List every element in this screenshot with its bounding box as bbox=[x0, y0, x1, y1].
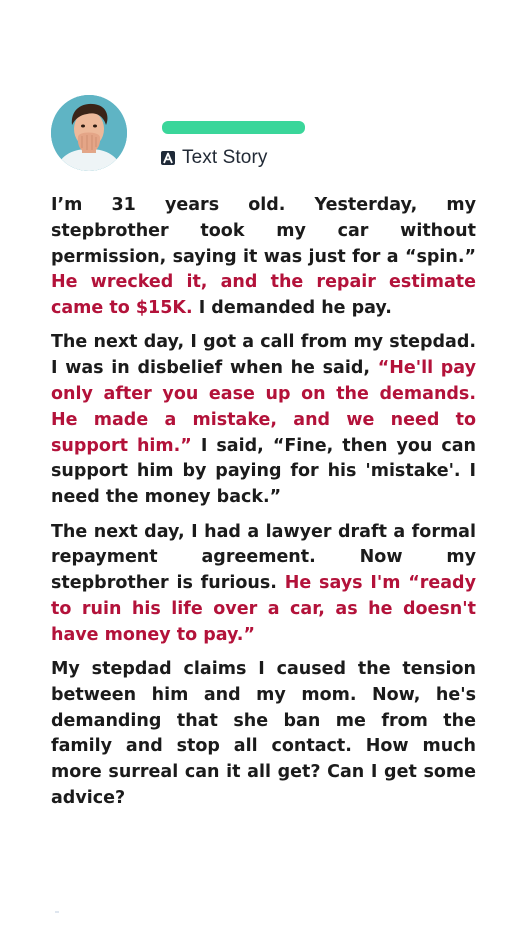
highlighted-text: He wrecked it, and the repair estimate came to $15K. bbox=[51, 272, 476, 319]
paragraph-1 bbox=[51, 193, 476, 322]
decorative-mark bbox=[55, 911, 59, 913]
story-type-label: Text Story bbox=[182, 147, 268, 168]
paragraph-2 bbox=[51, 330, 476, 511]
highlighted-text: “He'll pay only after you ease up on the demands. He made a mistake, and we need to support him.” bbox=[51, 358, 476, 456]
redacted-username-bar bbox=[162, 121, 305, 134]
text-segment: I’m 31 years old. Yesterday, my stepbrother took my car without permission, saying it was just for a “spin.” bbox=[51, 195, 476, 267]
text-segment: The next day, I had a lawyer draft a formal repayment agreement. Now my stepbrother is furious. bbox=[51, 521, 476, 594]
text-segment: I said, “Fine, then you can support him by paying for his 'mistake'. I need the money back.” bbox=[51, 435, 477, 508]
story-text bbox=[51, 193, 476, 820]
avatar[interactable] bbox=[51, 95, 127, 171]
story-header bbox=[51, 95, 471, 175]
a-letter-icon bbox=[161, 151, 175, 165]
text-segment: I demanded he pay. bbox=[192, 298, 392, 319]
story-type bbox=[161, 148, 267, 168]
paragraph-3 bbox=[51, 520, 476, 649]
text-segment: My stepdad claims I caused the tension between him and my mom. Now, he's demanding that she ban me from the family and stop all contact. How much more surreal can it all get? Can I get some advice? bbox=[51, 659, 476, 809]
highlighted-text: He says I'm “ready to ruin his life over a car, as he doesn't have money to pay.” bbox=[51, 573, 476, 645]
paragraph-4 bbox=[51, 657, 476, 812]
text-segment: The next day, I got a call from my stepdad. I was in disbelief when he said, bbox=[51, 332, 476, 379]
avatar-photo bbox=[51, 95, 127, 171]
